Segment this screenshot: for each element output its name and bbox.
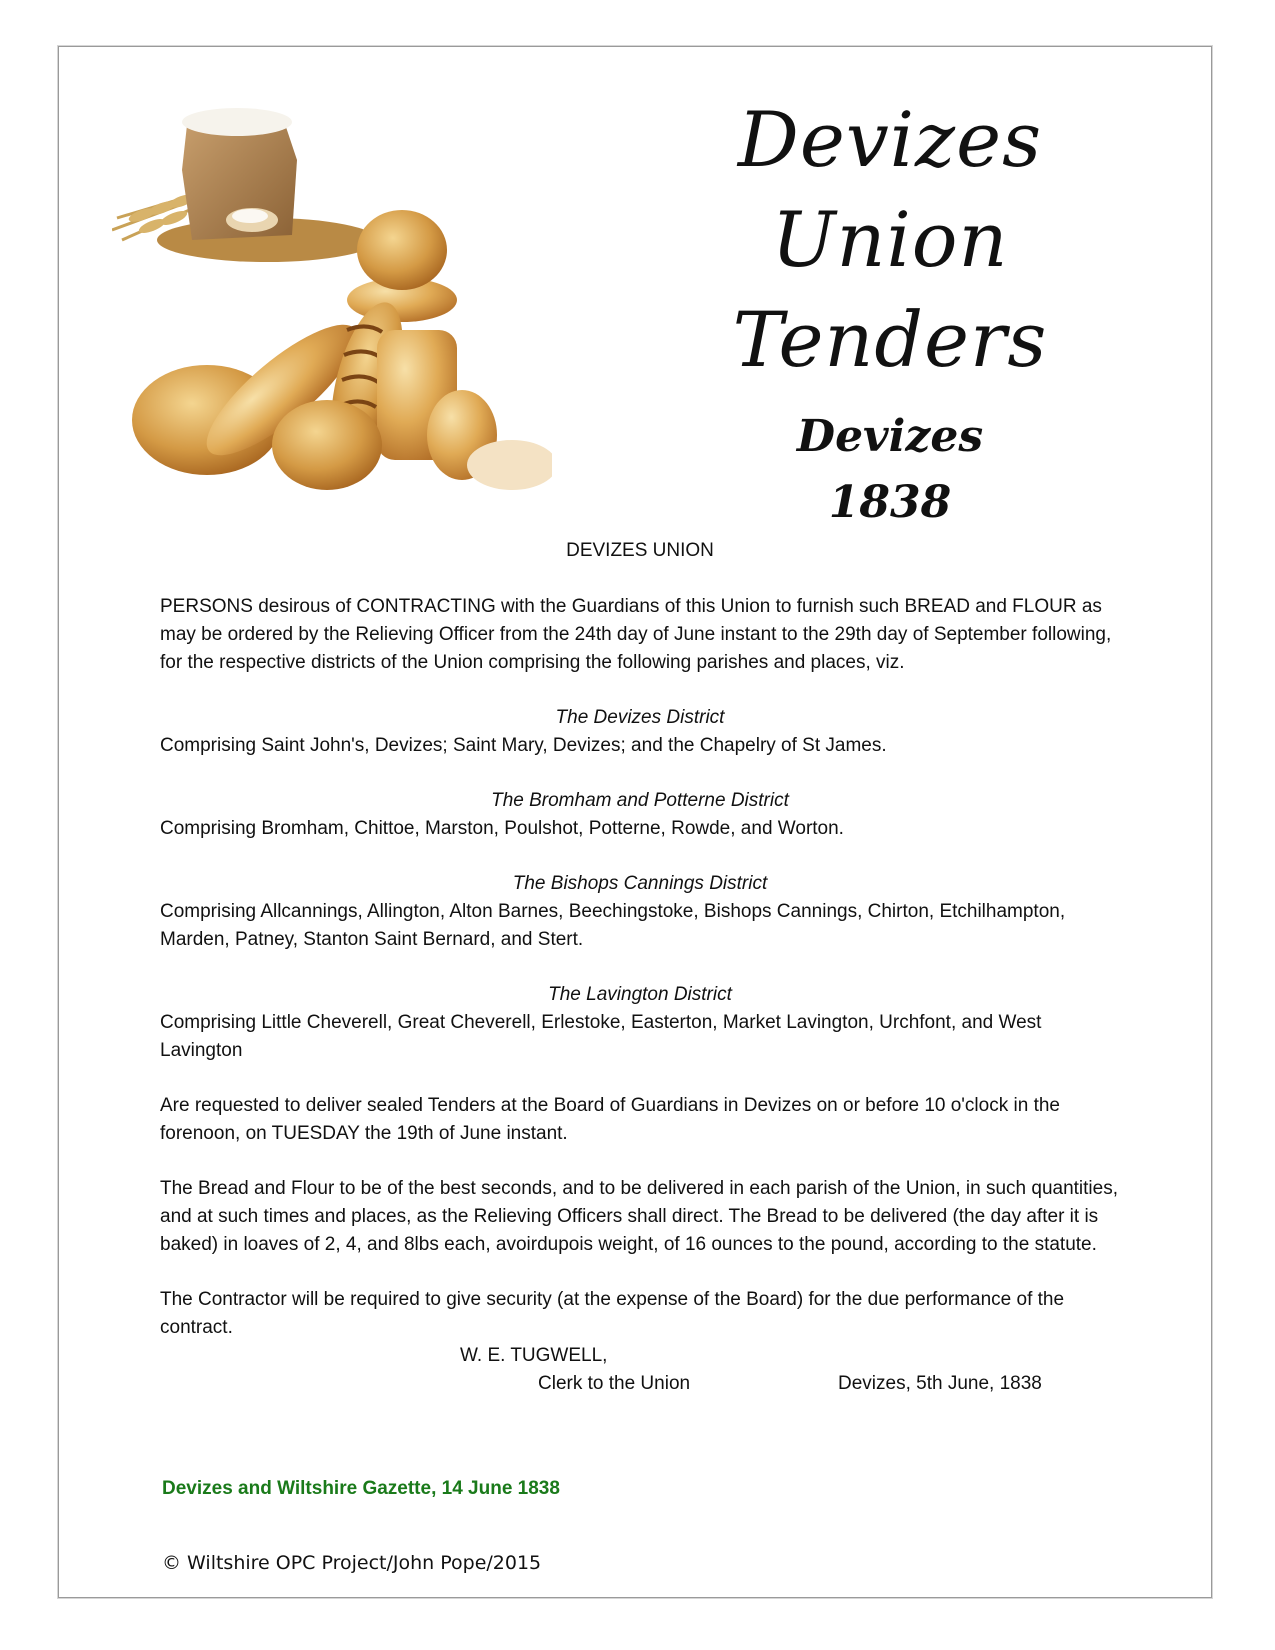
district-name: The Devizes District: [555, 707, 725, 728]
bread-and-flour-illustration: [112, 100, 552, 490]
district-name: The Bromham and Potterne District: [491, 790, 789, 811]
notice-security: The Contractor will be required to give security (at the expense of the Board) for the due performance of the contract.: [160, 1289, 1065, 1338]
copyright-notice: © Wiltshire OPC Project/John Pope/2015: [162, 1552, 542, 1574]
district-block: [160, 870, 1120, 954]
district-name: The Bishops Cannings District: [512, 873, 768, 894]
place-date: Devizes, 5th June, 1838: [838, 1373, 1042, 1394]
signer-title: Clerk to the Union: [538, 1373, 691, 1394]
district-name: The Lavington District: [548, 984, 732, 1005]
district-parishes: Comprising Little Cheverell, Great Cheverell, Erlestoke, Easterton, Market Lavington, Urchfont, and West Lavington: [160, 1012, 1042, 1061]
notice-terms: The Bread and Flour to be of the best seconds, and to be delivered in each parish of the Union, in such quantities, and at such times and places, as the Relieving Officers shall direct. The Bread to be delivered (the day after it is baked) in loaves of 2, 4, and 8lbs each, avoirdupois weight, of 16 ounces to the pound, according to the statute.: [160, 1178, 1118, 1255]
signer-name: W. E. TUGWELL,: [460, 1345, 608, 1366]
title-union: Union: [771, 195, 1009, 284]
title-tenders: Tenders: [732, 295, 1048, 384]
notice-heading: DEVIZES UNION: [566, 540, 714, 561]
title-place: Devizes: [796, 411, 984, 462]
district-parishes: Comprising Saint John's, Devizes; Saint Mary, Devizes; and the Chapelry of St James.: [160, 735, 887, 756]
district-block: [160, 787, 1120, 843]
document-title: [640, 90, 1140, 536]
source-citation: Devizes and Wiltshire Gazette, 14 June 1838: [162, 1478, 560, 1499]
notice-delivery: Are requested to deliver sealed Tenders at the Board of Guardians in Devizes on or before 10 o'clock in the forenoon, on TUESDAY the 19th of June instant.: [160, 1095, 1060, 1144]
notice-body: [160, 593, 1120, 1400]
district-block: [160, 704, 1120, 760]
notice-intro: PERSONS desirous of CONTRACTING with the Guardians of this Union to furnish such BREAD and FLOUR as may be ordered by the Relieving Officer from the 24th day of June instant to the 29th day of September following, for the respective districts of the Union comprising the following parishes and places, viz.: [160, 596, 1112, 673]
signoff: [160, 1342, 1120, 1400]
district-parishes: Comprising Allcannings, Allington, Alton Barnes, Beechingstoke, Bishops Cannings, Chirton, Etchilhampton, Marden, Patney, Stanton Saint Bernard, and Stert.: [160, 901, 1066, 950]
title-year: 1838: [828, 477, 952, 528]
title-devizes: Devizes: [737, 95, 1043, 184]
district-block: [160, 981, 1120, 1065]
district-parishes: Comprising Bromham, Chittoe, Marston, Poulshot, Potterne, Rowde, and Worton.: [160, 818, 844, 839]
